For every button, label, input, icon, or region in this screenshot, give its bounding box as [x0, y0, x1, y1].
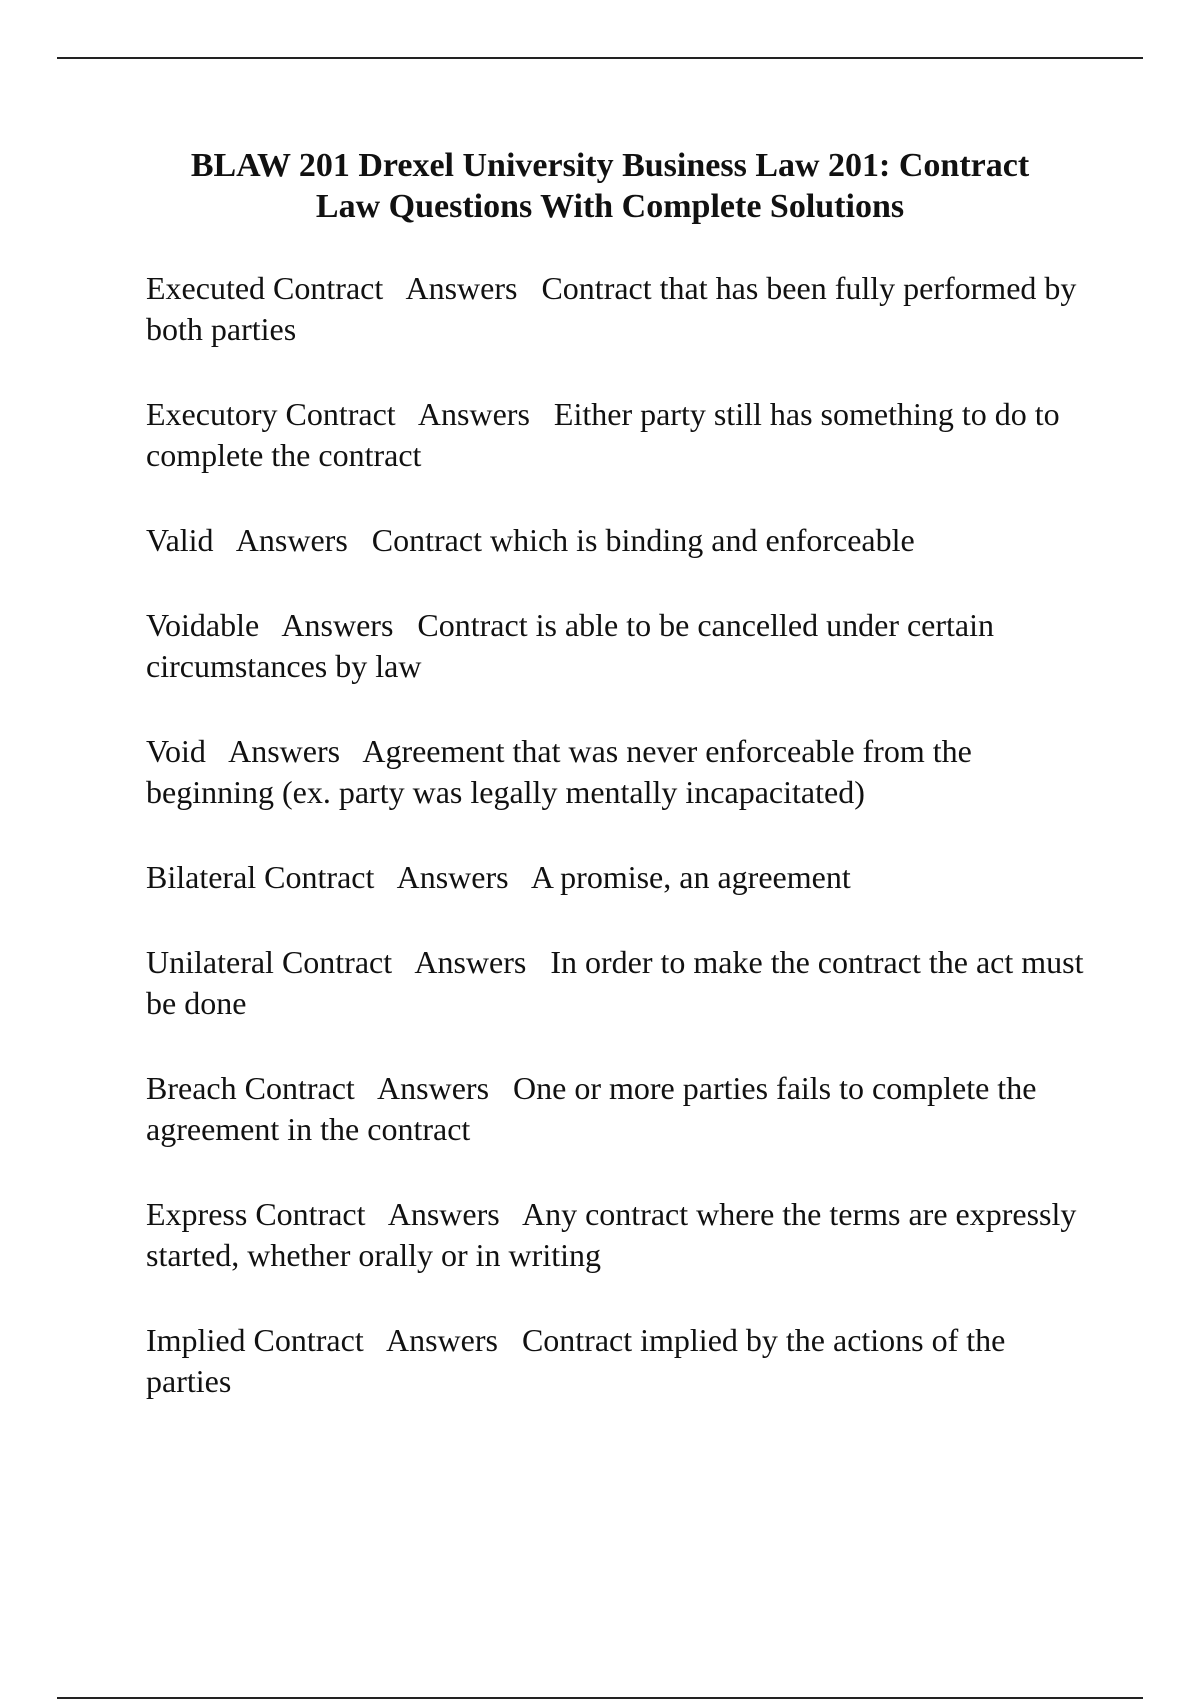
answers-keyword: Answers — [417, 396, 530, 432]
qa-entry — [146, 857, 1096, 898]
answers-keyword: Answers — [228, 733, 341, 769]
entry-term: Implied Contract — [146, 1322, 364, 1358]
entry-term: Express Contract — [146, 1196, 366, 1232]
entry-term: Valid — [146, 522, 214, 558]
top-divider — [57, 57, 1143, 59]
entry-definition: Agreement that was never enforceable from the beginning (ex. party was legally mentally incapacitated) — [146, 733, 972, 810]
entry-term: Executed Contract — [146, 270, 384, 306]
qa-entry — [146, 1068, 1096, 1150]
qa-entry — [146, 942, 1096, 1024]
qa-entry — [146, 731, 1096, 813]
entry-term: Executory Contract — [146, 396, 396, 432]
entry-term: Void — [146, 733, 206, 769]
qa-entry — [146, 1194, 1096, 1276]
answers-keyword: Answers — [281, 607, 394, 643]
entry-term: Voidable — [146, 607, 260, 643]
answers-keyword: Answers — [414, 944, 527, 980]
bottom-divider — [57, 1697, 1143, 1699]
entry-definition: Any contract where the terms are expressly started, whether orally or in writing — [146, 1196, 1077, 1273]
title-line-2: Law Questions With Complete Solutions — [315, 188, 905, 225]
qa-entry — [146, 520, 1096, 561]
entry-definition: Contract which is binding and enforceable — [371, 522, 915, 558]
qa-entry — [146, 1320, 1096, 1402]
answers-keyword: Answers — [405, 270, 518, 306]
qa-entry — [146, 394, 1096, 476]
answers-keyword: Answers — [385, 1322, 498, 1358]
qa-entry — [146, 268, 1096, 350]
answers-keyword: Answers — [387, 1196, 500, 1232]
entry-term: Breach Contract — [146, 1070, 355, 1106]
entry-definition: In order to make the contract the act must be done — [146, 944, 1084, 1021]
entry-definition: Contract implied by the actions of the parties — [146, 1322, 1006, 1399]
entry-definition: One or more parties fails to complete the agreement in the contract — [146, 1070, 1037, 1147]
title-line-1: BLAW 201 Drexel University Business Law 201: Contract — [190, 147, 1030, 184]
entry-definition: Either party still has something to do to complete the contract — [146, 396, 1060, 473]
qa-entry — [146, 605, 1096, 687]
document-title — [140, 145, 1080, 227]
answers-keyword: Answers — [235, 522, 348, 558]
entry-definition: Contract is able to be cancelled under certain circumstances by law — [146, 607, 995, 684]
entry-term: Bilateral Contract — [146, 859, 375, 895]
answers-keyword: Answers — [396, 859, 509, 895]
entry-definition: Contract that has been fully performed by both parties — [146, 270, 1077, 347]
qa-list — [146, 268, 1096, 1446]
answers-keyword: Answers — [377, 1070, 490, 1106]
entry-definition: A promise, an agreement — [530, 859, 851, 895]
entry-term: Unilateral Contract — [146, 944, 393, 980]
